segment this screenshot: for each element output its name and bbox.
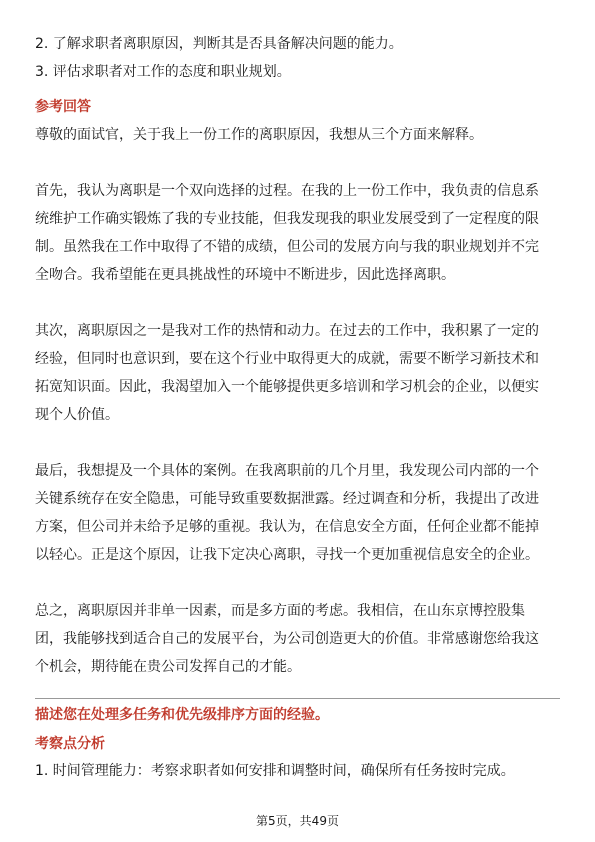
answer-paragraph-3-line: 最后，我想提及一个具体的案例。在我离职前的几个月里，我发现公司内部的一个 [35,463,539,479]
answer-paragraph-1-line: 统维护工作确实锻炼了我的专业技能，但我发现我的职业发展受到了一定程度的限 [35,211,539,227]
answer-paragraph-4-line: 团，我能够找到适合自己的发展平台，为公司创造更大的价值。非常感谢您给我这 [35,631,539,647]
answer-paragraph-2-line: 现个人价值。 [35,407,119,423]
answer-paragraph-3-line: 方案，但公司并未给予足够的重视。我认为，在信息安全方面，任何企业都不能掉 [35,519,539,535]
answer-paragraph-4-line: 总之，离职原因并非单一因素，而是多方面的考虑。我相信，在山东京博控股集 [35,603,525,619]
answer-paragraph-1-line: 制。虽然我在工作中取得了不错的成绩，但公司的发展方向与我的职业规划并不完 [35,239,539,255]
answer-paragraph-2-line: 其次，离职原因之一是我对工作的热情和动力。在过去的工作中，我积累了一定的 [35,323,539,339]
answer-opening: 尊敬的面试官，关于我上一份工作的离职原因，我想从三个方面来解释。 [35,127,483,143]
document-page [35,0,560,842]
answer-paragraph-2-line: 经验，但同时也意识到，要在这个行业中取得更大的成就，需要不断学习新技术和 [35,351,539,367]
intro-list-item: 3. 评估求职者对工作的态度和职业规划。 [35,64,291,80]
page-footer: 第5页，共49页 [256,814,339,828]
section-divider [35,698,560,699]
answer-paragraph-4-line: 个机会，期待能在贵公司发挥自己的才能。 [35,659,301,675]
answer-paragraph-1-line: 全吻合。我希望能在更具挑战性的环境中不断进步，因此选择离职。 [35,267,455,283]
reference-heading: 参考回答 [35,99,91,115]
answer-paragraph-3-line: 以轻心。正是这个原因，让我下定决心离职，寻找一个更加重视信息安全的企业。 [35,547,539,563]
answer-paragraph-3-line: 关键系统存在安全隐患，可能导致重要数据泄露。经过调查和分析，我提出了改进 [35,491,539,507]
answer-paragraph-2-line: 拓宽知识面。因此，我渴望加入一个能够提供更多培训和学习机会的企业，以便实 [35,379,539,395]
intro-list-item: 2. 了解求职者离职原因，判断其是否具备解决问题的能力。 [35,36,403,52]
analysis-list-item: 1. 时间管理能力：考察求职者如何安排和调整时间，确保所有任务按时完成。 [35,763,515,779]
answer-paragraph-1-line: 首先，我认为离职是一个双向选择的过程。在我的上一份工作中，我负责的信息系 [35,183,539,199]
analysis-heading: 考察点分析 [35,736,105,752]
question-heading: 描述您在处理多任务和优先级排序方面的经验。 [35,707,329,723]
